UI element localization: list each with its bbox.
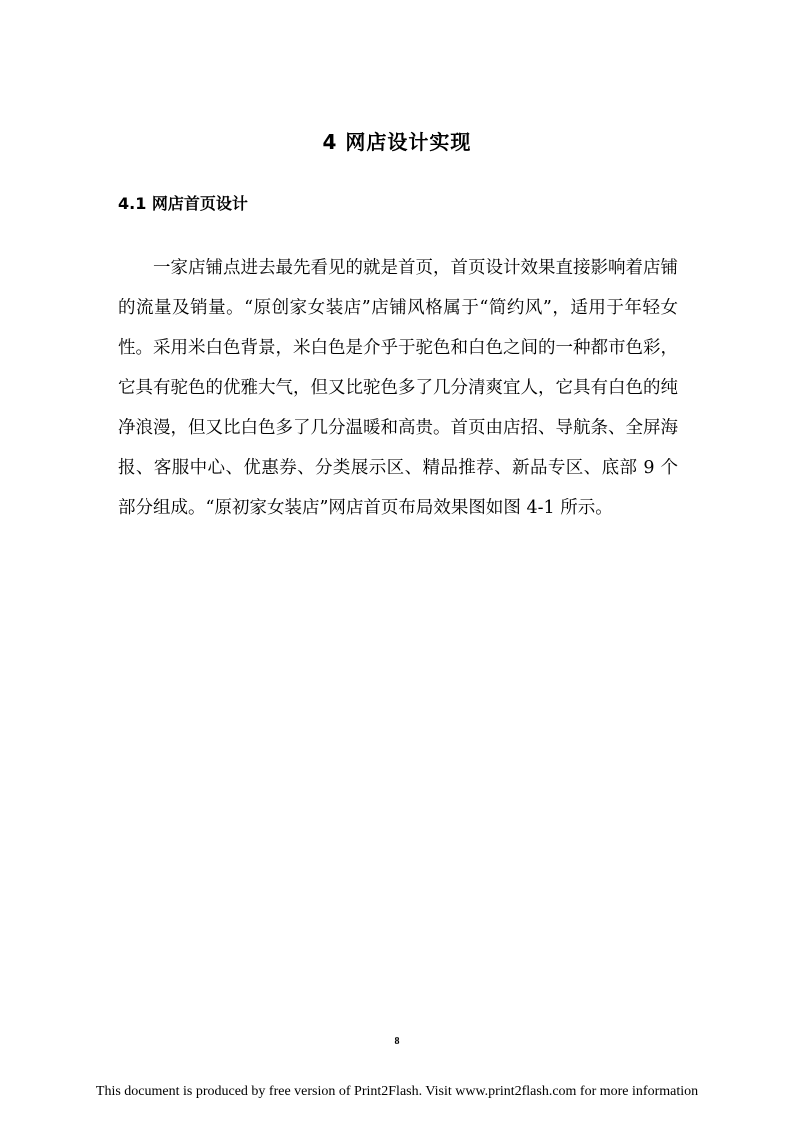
print2flash-watermark-text: This document is produced by free version of Print2Flash. Visit www.print2flash.com for more information xyxy=(95,1084,699,1099)
section-title: 4.1 网店首页设计 xyxy=(118,194,248,213)
page-number: 8 xyxy=(394,1036,400,1047)
body-paragraph: 一家店铺点进去最先看见的就是首页，首页设计效果直接影响着店铺的流量及销量。“原创家女装店”店铺风格属于“简约风”，适用于年轻女性。采用米白色背景，米白色是介乎于驼色和白色之间的一种都市色彩，它具有驼色的优雅大气，但又比驼色多了几分清爽宜人，它具有白色的纯净浪漫，但又比白色多了几分温暖和高贵。首页由店招、导航条、全屏海报、客服中心、优惠券、分类展示区、精品推荐、新品专区、底部 9 个部分组成。“原初家女装店”网店首页布局效果图如图 4-1 所示。 xyxy=(118,258,678,518)
chapter-title: 4 网店设计实现 xyxy=(322,130,472,154)
